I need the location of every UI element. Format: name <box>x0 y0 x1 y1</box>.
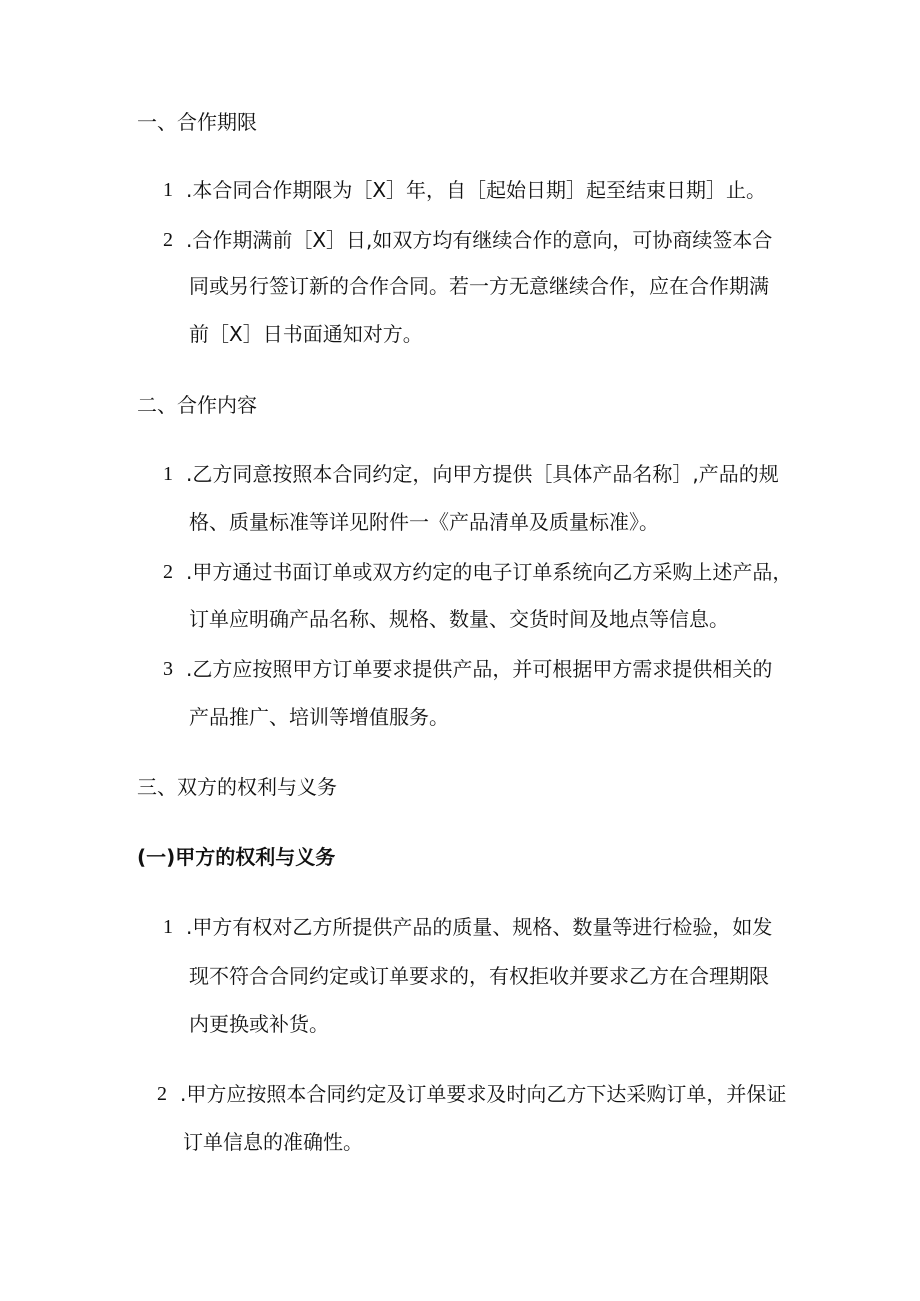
item-number: 3 <box>163 658 173 680</box>
item-text-line: .甲方有权对乙方所提供产品的质量、规格、数量等进行检验，如发 <box>186 915 773 939</box>
item-text-line: 现不符合合同约定或订单要求的，有权拒收并要求乙方在合理期限 <box>189 964 769 988</box>
item-text-line: .本合同合作期限为［X］年，自［起始日期］起至结束日期］止。 <box>186 178 767 202</box>
item-number: 1 <box>163 463 173 485</box>
item-text-line: .乙方应按照甲方订单要求提供产品，并可根据甲方需求提供相关的 <box>186 657 773 681</box>
item-text-line: .甲方通过书面订单或双方约定的电子订单系统向乙方采购上述产品， <box>186 560 793 584</box>
item-number: 2 <box>163 229 173 251</box>
item-text-line: 前［X］日书面通知对方。 <box>189 322 423 346</box>
item-text-line: 同或另行签订新的合作合同。若一方无意继续合作，应在合作期满 <box>189 274 769 298</box>
section-heading-2: 二、合作内容 <box>137 393 257 417</box>
item-text-line: 订单信息的准确性。 <box>183 1130 363 1154</box>
item-text-line: 内更换或补货。 <box>189 1012 329 1036</box>
item-number: 1 <box>163 916 173 938</box>
item-text-line: .甲方应按照本合同约定及订单要求及时向乙方下达采购订单，并保证 <box>180 1082 787 1106</box>
section-heading-3: 三、双方的权利与义务 <box>137 775 337 799</box>
item-text-line: .合作期满前［X］日,如双方均有继续合作的意向，可协商续签本合 <box>186 228 773 252</box>
item-text-line: 格、质量标准等详见附件一《产品清单及质量标准》。 <box>189 510 659 534</box>
item-number: 2 <box>157 1083 167 1105</box>
subsection-heading: (一)甲方的权利与义务 <box>137 845 336 869</box>
item-text-line: 产品推广、培训等增值服务。 <box>189 705 449 729</box>
section-heading-1: 一、合作期限 <box>137 110 257 134</box>
item-number: 2 <box>163 561 173 583</box>
item-text-line: .乙方同意按照本合同约定，向甲方提供［具体产品名称］,产品的规 <box>186 462 779 486</box>
item-number: 1 <box>163 179 173 201</box>
item-text-line: 订单应明确产品名称、规格、数量、交货时间及地点等信息。 <box>189 607 729 631</box>
